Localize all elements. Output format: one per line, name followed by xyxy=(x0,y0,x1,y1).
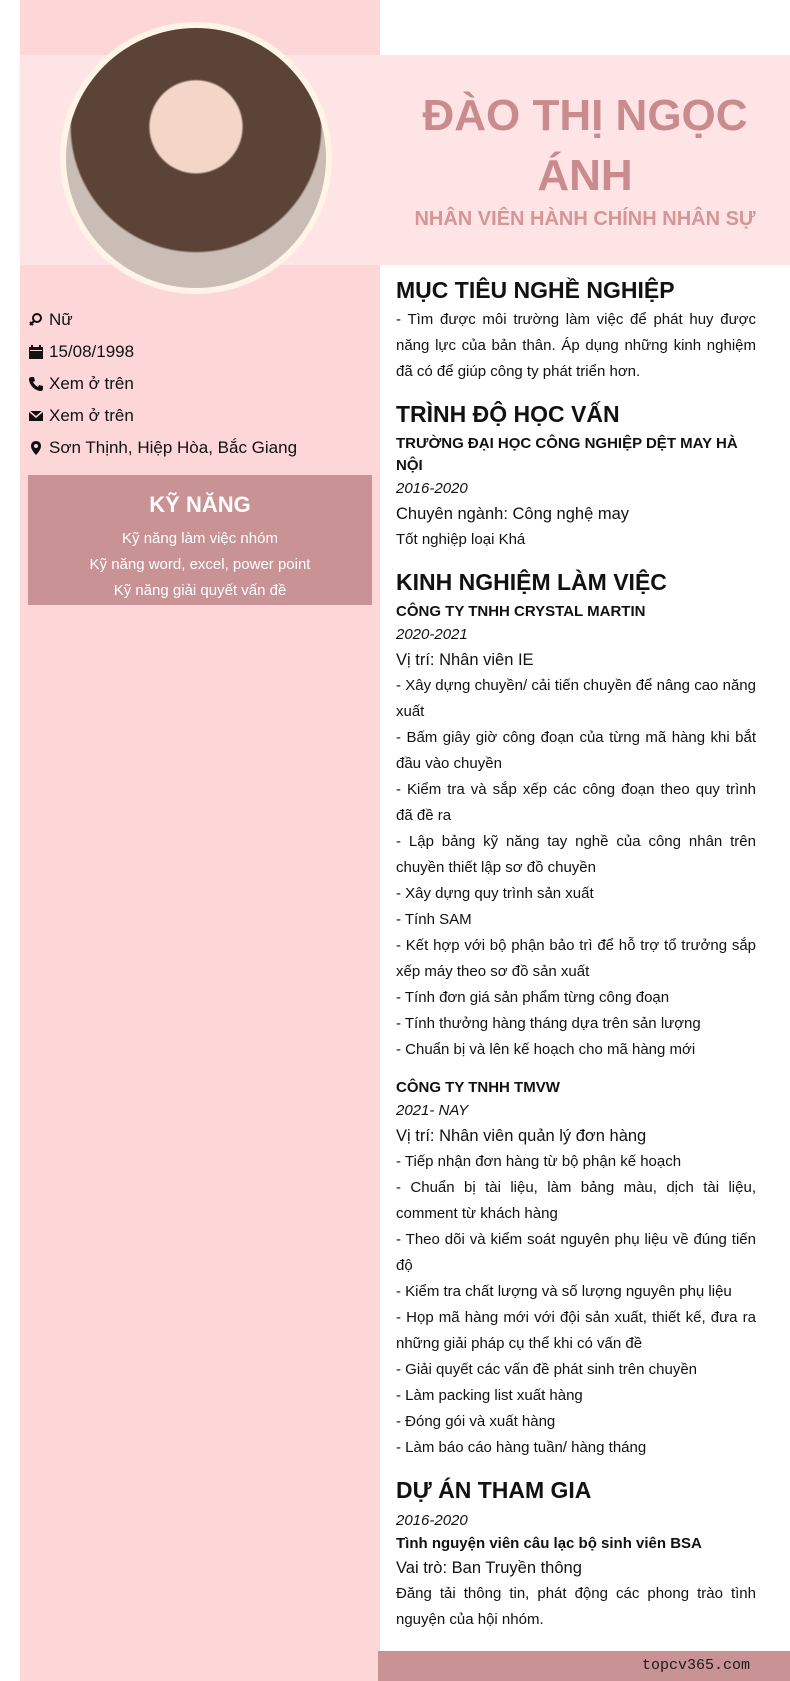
contact-info xyxy=(28,304,368,464)
phone-icon xyxy=(28,376,44,392)
job-task: - Làm báo cáo hàng tuần/ hàng tháng xyxy=(396,1439,647,1456)
job-position: Vị trí: Nhân viên quản lý đơn hàng xyxy=(396,1127,647,1145)
contact-email xyxy=(28,400,368,432)
contact-phone xyxy=(28,368,368,400)
job-task: - Lập bảng kỹ năng tay nghề của công nhân trên chuyền thiết lập sơ đồ chuyền xyxy=(396,833,756,876)
company-name: CÔNG TY TNHH TMVW xyxy=(396,1079,560,1096)
job-task: - Tính SAM xyxy=(396,911,472,928)
email-value: Xem ở trên xyxy=(49,406,134,425)
footer-bar xyxy=(378,1651,790,1681)
job-task: - Giải quyết các vấn đề phát sinh trên chuyền xyxy=(396,1361,698,1378)
objective-text: - Tìm được môi trường làm việc để phát huy được năng lực của bản thân. Áp dụng những kinh nghiệm đã có để giúp công ty phát triển hơn. xyxy=(396,311,756,380)
skills-box xyxy=(28,475,372,605)
project-description: Đăng tải thông tin, phát động các phong trào tình nguyện của hội nhóm. xyxy=(396,1585,756,1628)
project-role: Vai trò: Ban Truyền thông xyxy=(396,1559,582,1577)
dob-value: 15/08/1998 xyxy=(49,342,135,361)
job-task: - Chuẩn bị và lên kế hoạch cho mã hàng mới xyxy=(396,1041,696,1058)
experience-heading: KINH NGHIỆM LÀM VIỆC xyxy=(396,569,667,595)
gender-value: Nữ xyxy=(49,310,73,329)
project-period: 2016-2020 xyxy=(396,1512,468,1529)
job-task: - Làm packing list xuất hàng xyxy=(396,1387,583,1404)
profile-photo xyxy=(60,22,332,294)
avatar xyxy=(66,28,326,288)
job-task: - Tính đơn giá sản phẩm từng công đoạn xyxy=(396,989,670,1006)
objective-heading: MỤC TIÊU NGHỀ NGHIỆP xyxy=(396,277,675,303)
skill-item: Kỹ năng giải quyết vấn đề xyxy=(113,582,287,599)
phone-value: Xem ở trên xyxy=(49,374,134,393)
job-period: 2020-2021 xyxy=(396,626,468,643)
job-position: Vị trí: Nhân viên IE xyxy=(396,651,534,669)
job-task: - Chuẩn bị tài liệu, làm bảng màu, dịch tài liệu, comment từ khách hàng xyxy=(396,1179,756,1222)
school-name: TRƯỜNG ĐẠI HỌC CÔNG NGHIỆP DỆT MAY HÀ NỘI xyxy=(396,435,738,474)
job-task: - Xây dựng quy trình sản xuất xyxy=(396,885,594,902)
education-major: Chuyên ngành: Công nghệ may xyxy=(396,505,629,523)
job-task: - Bấm giây giờ công đoạn của từng mã hàng khi bắt đầu vào chuyền xyxy=(396,729,756,772)
education-period: 2016-2020 xyxy=(396,480,468,497)
contact-address xyxy=(28,432,368,464)
skill-item: Kỹ năng làm việc nhóm xyxy=(122,530,278,547)
calendar-icon xyxy=(28,344,44,360)
projects-heading: DỰ ÁN THAM GIA xyxy=(396,1477,592,1503)
location-pin-icon xyxy=(28,440,44,456)
project-name: Tình nguyện viên câu lạc bộ sinh viên BSA xyxy=(396,1535,702,1552)
job-task: - Tiếp nhận đơn hàng từ bộ phận kế hoạch xyxy=(396,1153,682,1170)
job-task: - Kết hợp với bộ phận bảo trì để hỗ trợ tổ trưởng sắp xếp máy theo sơ đồ sản xuất xyxy=(396,937,756,980)
job-task: - Kiểm tra chất lượng và số lượng nguyên phụ liệu xyxy=(396,1283,732,1300)
gender-icon xyxy=(28,312,44,328)
job-task: - Kiểm tra và sắp xếp các công đoạn theo quy trình đã đề ra xyxy=(396,781,756,824)
watermark: topcv365.com xyxy=(641,1657,750,1674)
education-grade: Tốt nghiệp loại Khá xyxy=(396,531,526,548)
job-title: NHÂN VIÊN HÀNH CHÍNH NHÂN SỰ xyxy=(414,208,756,230)
job-task: - Tính thưởng hàng tháng dựa trên sản lượng xyxy=(396,1015,701,1032)
job-task: - Xây dựng chuyền/ cải tiến chuyền để nâng cao năng xuất xyxy=(396,677,756,720)
contact-dob xyxy=(28,336,368,368)
skills-heading: KỸ NĂNG xyxy=(149,492,251,517)
job-task: - Đóng gói và xuất hàng xyxy=(396,1413,556,1430)
candidate-name: ĐÀO THỊ NGỌC ÁNH xyxy=(422,91,748,200)
envelope-icon xyxy=(28,408,44,424)
main-content xyxy=(396,275,756,1633)
job-task: - Theo dõi và kiểm soát nguyên phụ liệu về đúng tiến độ xyxy=(396,1231,756,1274)
skill-item: Kỹ năng word, excel, power point xyxy=(89,556,311,573)
address-value: Sơn Thịnh, Hiệp Hòa, Bắc Giang xyxy=(49,438,298,457)
company-name: CÔNG TY TNHH CRYSTAL MARTIN xyxy=(396,603,646,620)
job-task: - Họp mã hàng mới với đội sản xuất, thiết kế, đưa ra những giải pháp cụ thể khi có vấn đề xyxy=(396,1309,756,1352)
education-heading: TRÌNH ĐỘ HỌC VẤN xyxy=(396,401,620,427)
job-period: 2021- NAY xyxy=(396,1102,469,1119)
contact-gender xyxy=(28,304,368,336)
